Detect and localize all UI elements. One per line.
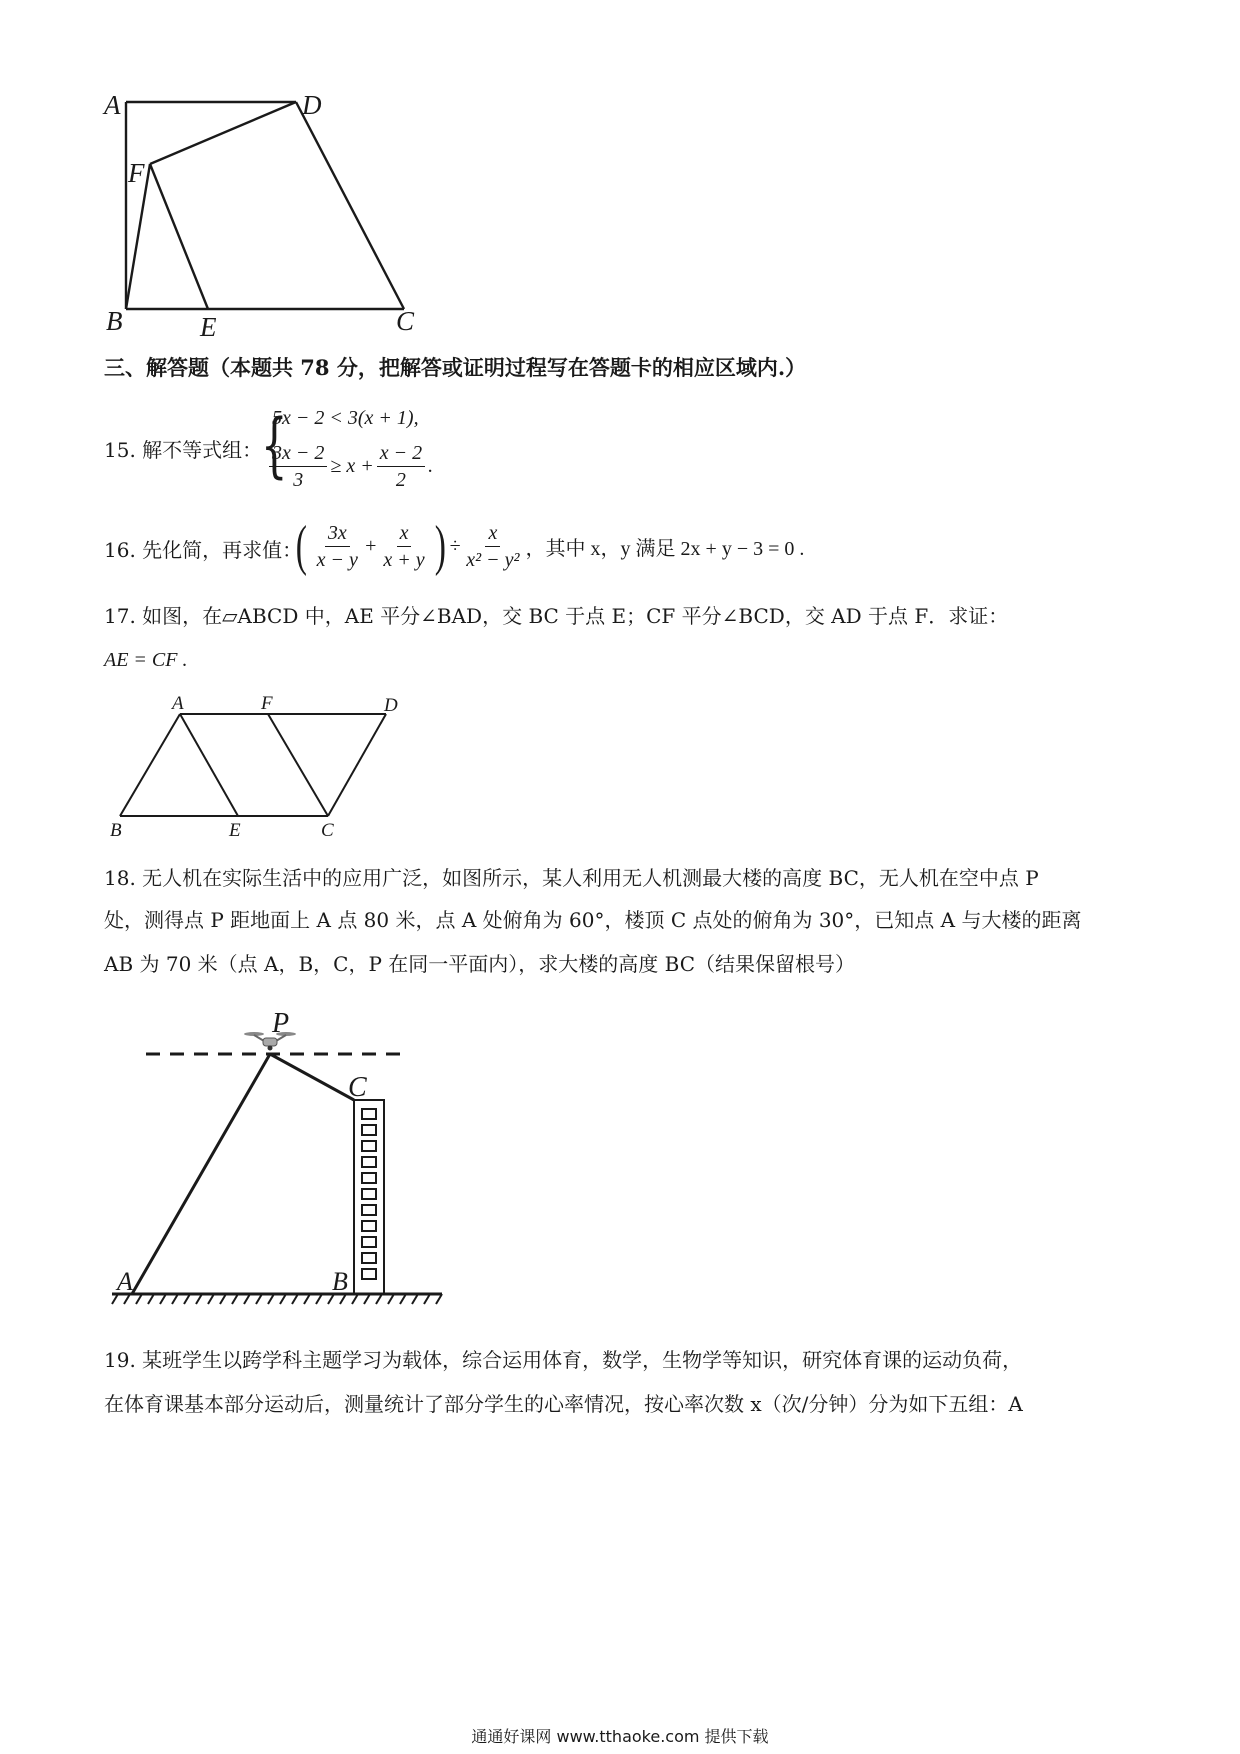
q16-frac3-num: x	[485, 520, 500, 547]
label-c: C	[396, 306, 415, 336]
q15-frac1-num: 3x − 2	[269, 440, 327, 467]
q16-text: 先化简，再求值：	[142, 538, 303, 562]
label-e-2: E	[229, 820, 241, 841]
q16-frac1-den: x − y	[316, 548, 358, 571]
q16-tail: ，其中 x，y 满足 2x + y − 3 = 0 .	[525, 537, 805, 560]
q15-text: 解不等式组：	[142, 438, 263, 462]
q18-line1: 18. 无人机在实际生活中的应用广泛，如图所示，某人利用无人机测最大楼的高度 BC，无人机在空中点 P	[104, 866, 1039, 890]
q15-number: 15.	[104, 438, 136, 462]
q15-frac2-den: 2	[395, 469, 406, 491]
label-d: D	[302, 90, 322, 120]
segment-pc	[270, 1054, 354, 1100]
label-b-2: B	[110, 820, 122, 841]
page-footer: 通通好课网 www.tthaoke.com 提供下载	[471, 1727, 769, 1746]
q17-line2: AE = CF .	[104, 649, 188, 671]
label-e: E	[200, 312, 217, 342]
q19-line1: 19. 某班学生以跨学科主题学习为载体，综合运用体育，数学，生物学等知识，研究体育课的运动负荷，	[104, 1348, 1023, 1372]
q18-line2: 处，测得点 P 距地面上 A 点 80 米，点 A 处俯角为 60°，楼顶 C 点处的俯角为 30°，已知点 A 与大楼的距离	[104, 908, 1082, 932]
q16-frac2-num: x	[397, 520, 412, 547]
q16-left-paren: (	[295, 515, 307, 577]
q15-mid: ≥ x +	[330, 455, 374, 477]
q15-end: .	[428, 455, 434, 477]
segment-pa	[132, 1054, 270, 1294]
label-f: F	[128, 158, 145, 188]
q15-line1: 5x − 2 < 3(x + 1),	[272, 407, 419, 429]
q15-frac1-den: 3	[293, 469, 304, 491]
label-f-2: F	[261, 693, 273, 714]
q15-system-brace: {	[260, 404, 288, 486]
label-d-2: D	[384, 695, 398, 716]
label-a-2: A	[172, 693, 184, 714]
q16-right-paren: )	[434, 515, 446, 577]
q16-frac1-num: 3x	[325, 520, 350, 547]
q18-line3: AB 为 70 米（点 A，B，C，P 在同一平面内），求大楼的高度 BC（结果保留根号）	[104, 952, 856, 976]
label-c-3: C	[348, 1072, 367, 1103]
label-a-3: A	[117, 1267, 133, 1296]
q16-frac3-den: x² − y²	[466, 548, 520, 571]
label-a: A	[104, 90, 121, 120]
building	[354, 1100, 384, 1294]
section-heading: 三、解答题（本题共 78 分，把解答或证明过程写在答题卡的相应区域内.）	[104, 355, 807, 380]
q19-line2: 在体育课基本部分运动后，测量统计了部分学生的心率情况，按心率次数 x（次/分钟）分为如下五组：A	[104, 1392, 1023, 1416]
q16-plus: +	[363, 534, 378, 557]
q16-frac2-den: x + y	[383, 548, 425, 571]
q16-div: ÷	[449, 534, 461, 557]
q15-frac2-num: x − 2	[377, 440, 425, 467]
q16-number: 16.	[104, 538, 136, 562]
q17-line1: 17. 如图，在▱ABCD 中，AE 平分∠BAD，交 BC 于点 E；CF 平分∠BCD，交 AD 于点 F．求证：	[104, 604, 1009, 628]
label-c-2: C	[321, 820, 334, 841]
label-p: P	[272, 1008, 290, 1039]
label-b: B	[106, 306, 123, 336]
label-b-3: B	[332, 1267, 348, 1296]
